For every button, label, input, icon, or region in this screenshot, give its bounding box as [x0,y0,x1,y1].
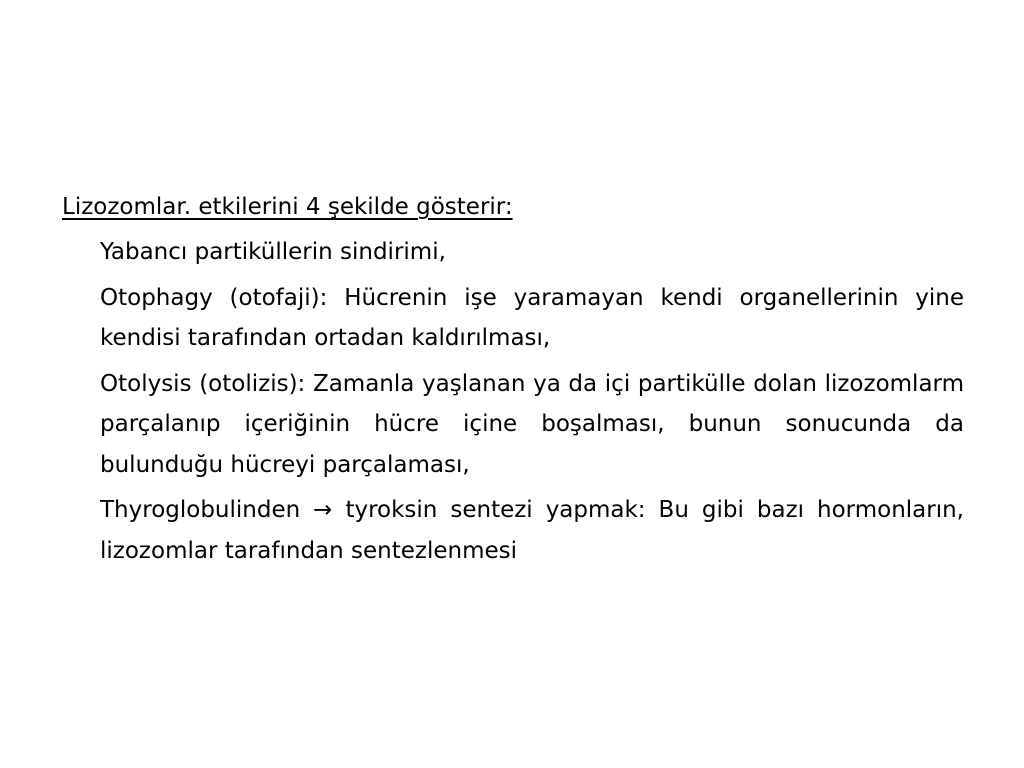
effect-item-autophagy: Otophagy (otofaji): Hücrenin işe yaramayan kendi organellerinin yine kendisi tarafından ortadan kaldırılması, [100,284,964,351]
effect-item-thyroxine-synthesis: Thyroglobulinden → tyroksin sentezi yapmak: Bu gibi bazı hormonların, lizozomlar tarafından sentezlenmesi [100,497,964,564]
slide-heading: Lizozomlar. etkilerini 4 şekilde gösterir: [62,194,513,220]
effect-item-foreign-particle-digestion: Yabancı partiküllerin sindirimi, [100,239,446,265]
effect-item-autolysis: Otolysis (otolizis): Zamanla yaşlanan ya da içi partikülle dolan lizozomlarm parçalanıp içeriğinin hücre içine boşalması, bunun sonucunda da bulunduğu hücreyi parçalaması, [100,370,964,478]
effects-list [100,232,964,576]
